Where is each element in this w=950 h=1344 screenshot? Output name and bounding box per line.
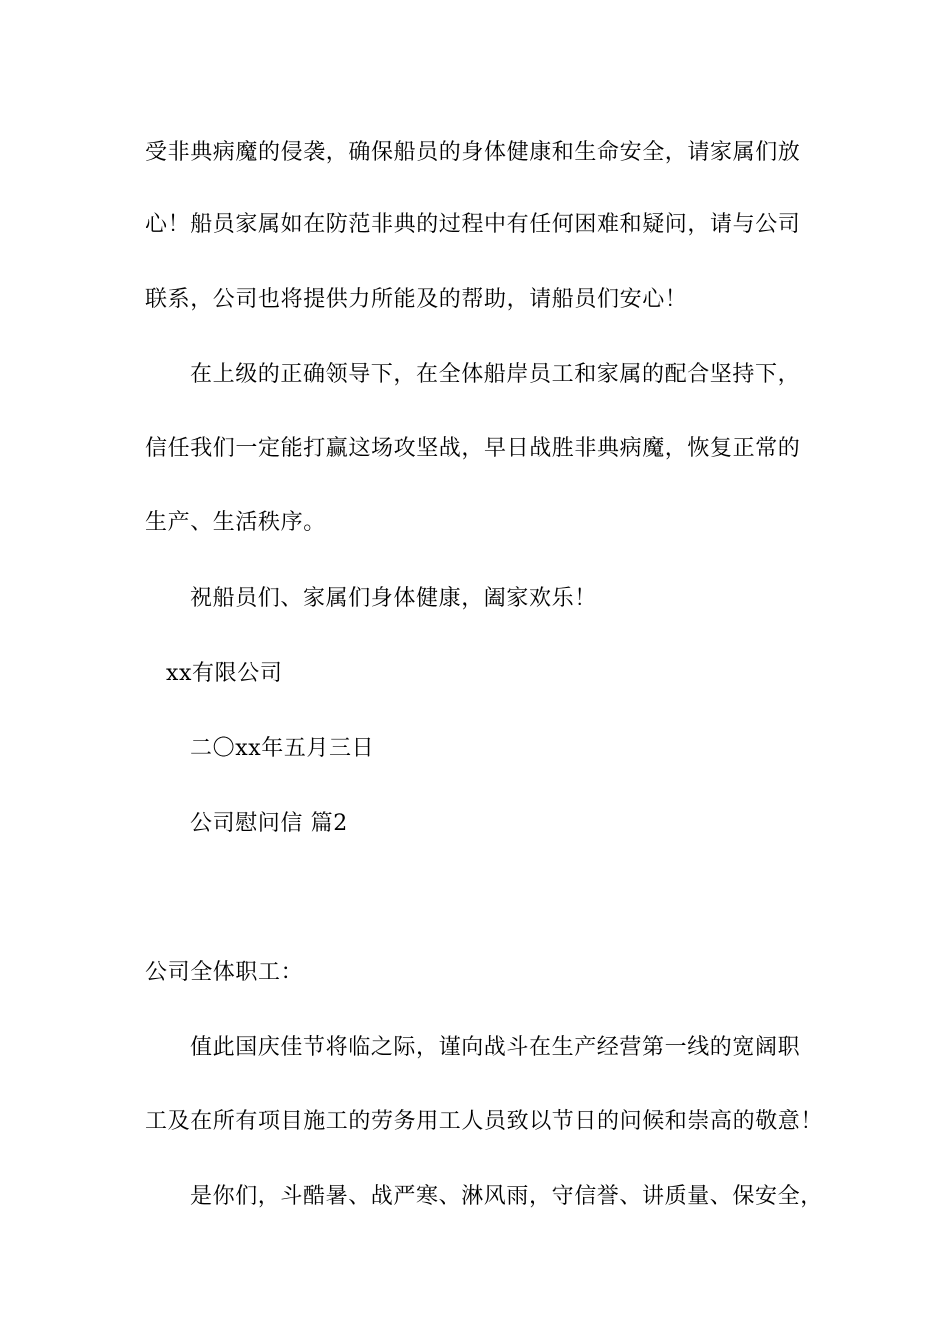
salutation: 公司全体职工：	[145, 960, 304, 985]
signature-date: 二〇xx年五月三日	[190, 736, 375, 761]
body-text-line: 信任我们一定能打赢这场攻坚战，早日战胜非典病魔，恢复正常的	[145, 436, 801, 461]
section-title: 公司慰问信 篇2	[190, 811, 348, 836]
paragraph-first-line: 值此国庆佳节将临之际，谨向战斗在生产经营第一线的宽阔职	[190, 1035, 801, 1060]
body-text-line: 受非典病魔的侵袭，确保船员的身体健康和生命安全，请家属们放	[145, 140, 801, 165]
paragraph-first-line: 在上级的正确领导下，在全体船岸员工和家属的配合坚持下，	[190, 362, 801, 387]
body-text-line: 心！船员家属如在防范非典的过程中有任何困难和疑问，请与公司	[145, 212, 801, 237]
closing-greeting: 祝船员们、家属们身体健康，阖家欢乐！	[190, 586, 597, 611]
body-text-line: 生产、生活秩序。	[145, 510, 326, 535]
body-text-line: 联系，公司也将提供力所能及的帮助，请船员们安心！	[145, 287, 688, 312]
body-text-line: 工及在所有项目施工的劳务用工人员致以节日的问候和崇高的敬意！	[145, 1109, 824, 1134]
paragraph-first-line: 是你们，斗酷暑、战严寒、淋风雨，守信誉、讲质量、保安全，	[190, 1184, 823, 1209]
signature-company: xx有限公司	[166, 661, 283, 686]
